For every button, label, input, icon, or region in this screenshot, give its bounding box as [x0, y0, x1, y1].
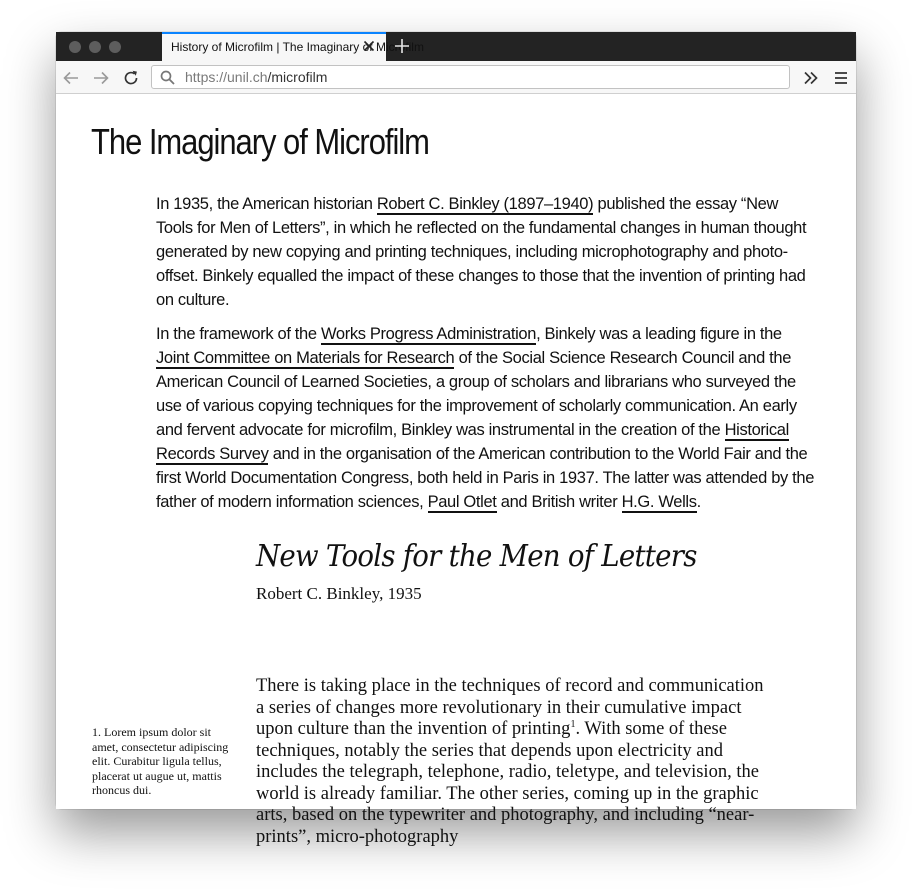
- link-paul-otlet[interactable]: Paul Otlet: [427, 493, 497, 511]
- text-run: of the Social Science Research Council and the American Council of Learned Societies, a group of scholars and librarians who surveyed the use of various copying techniques for the improvement of scholarly communication. An early and fervent advocate for microfilm, Binkley was instrumental in the creation of the: [156, 349, 797, 439]
- window-zoom-dot[interactable]: [109, 41, 121, 53]
- text-run: published the essay “New Tools for Men of Letters”, in which he reflected on the fundamental changes in human thought generated by new copying and printing techniques, including microphotography and photo-offset. Binkely equalled the impact of these changes to those that the invention of printing had on culture.: [156, 195, 807, 309]
- text-run: .: [696, 493, 701, 511]
- back-icon[interactable]: [62, 69, 80, 87]
- menu-icon[interactable]: [832, 69, 850, 87]
- essay-author: Robert C. Binkley, 1935: [256, 584, 422, 603]
- essay-title: New Tools for the Men of Letters: [256, 539, 697, 574]
- tab-title: History of Microfilm | The Imaginary of Microfilm: [171, 40, 424, 54]
- link-historical-records-survey[interactable]: Historical Records Survey: [156, 421, 789, 463]
- text-run: There is taking place in the techniques of record and communication a series of changes more revolutionary in their cumulative impact upon culture than the invention of printing: [256, 676, 764, 739]
- url-text[interactable]: [185, 69, 327, 85]
- address-bar[interactable]: [151, 65, 790, 89]
- intro-paragraph-2: [156, 322, 816, 514]
- intro-paragraph-1: [156, 192, 816, 312]
- link-works-progress-administration[interactable]: Works Progress Administration: [320, 325, 537, 343]
- text-run: and in the organisation of the American contribution to the World Fair and the first World Documentation Congress, both held in Paris in 1937. The latter was attended by the father of modern information sciences,: [156, 445, 815, 511]
- text-run: In 1935, the American historian: [156, 195, 377, 213]
- footnote: 1. Lorem ipsum dolor sit amet, consectetur adipiscing elit. Curabitur ligula tellus, placerat ut augue ut, mattis rhoncus dui.: [92, 725, 229, 797]
- link-hg-wells[interactable]: H.G. Wells: [621, 493, 697, 511]
- essay-body: [256, 676, 766, 848]
- footnote-ref[interactable]: 1: [570, 718, 576, 730]
- page-title: The Imaginary of Microfilm: [91, 121, 429, 162]
- window-close-dot[interactable]: [69, 41, 81, 53]
- link-robert-binkley[interactable]: Robert C. Binkley (1897–1940): [376, 195, 594, 213]
- forward-icon[interactable]: [92, 69, 110, 87]
- nav-toolbar: [56, 61, 856, 94]
- close-icon[interactable]: [362, 39, 376, 53]
- intro-text: [156, 192, 816, 524]
- browser-window: [56, 32, 856, 847]
- active-tab[interactable]: [162, 32, 424, 61]
- text-run: In the framework of the: [156, 325, 321, 343]
- link-joint-committee[interactable]: Joint Committee on Materials for Research: [156, 349, 455, 367]
- url-host: https://unil.ch: [185, 69, 268, 85]
- plus-icon[interactable]: [394, 38, 410, 54]
- reload-icon[interactable]: [122, 69, 140, 87]
- text-run: . With some of these techniques, notably the series that depends upon electricity and includes the telegraph, telephone, radio, teletype, and television, the world is already familiar. The other series, coming up in the graphic arts, based on the typewriter and photography, and including “near-prints”, micro-photography: [256, 719, 759, 847]
- text-run: , Binkely was a leading figure in the: [536, 325, 782, 343]
- window-minimize-dot[interactable]: [89, 41, 101, 53]
- page-content: [56, 94, 856, 847]
- search-icon: [160, 70, 175, 85]
- text-run: and British writer: [496, 493, 622, 511]
- tab-bar: [56, 32, 856, 61]
- overflow-icon[interactable]: [802, 69, 820, 87]
- url-path: /microfilm: [267, 69, 328, 85]
